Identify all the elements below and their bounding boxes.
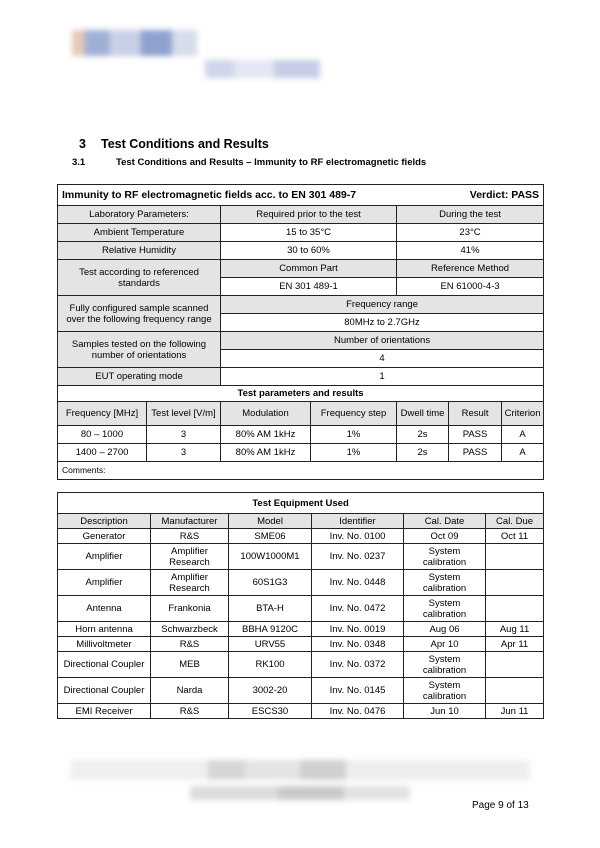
cell-cal-date: Apr 10 <box>404 637 486 652</box>
cell-model: 3002-20 <box>229 678 312 704</box>
cell-cal-due: Oct 11 <box>486 529 544 544</box>
equipment-table <box>57 492 544 719</box>
col-frequency-step: Frequency step <box>311 402 397 426</box>
cell-cal-due <box>486 678 544 704</box>
temp-required: 15 to 35°C <box>221 224 397 242</box>
orientation-label: Samples tested on the following number of orientations <box>58 332 221 368</box>
section-number: 3 <box>79 137 86 151</box>
cell-test-level: 3 <box>147 426 221 444</box>
cell-manufacturer: R&S <box>151 637 229 652</box>
cell-manufacturer: Schwarzbeck <box>151 622 229 637</box>
cell-description: Antenna <box>58 596 151 622</box>
cell-test-level: 3 <box>147 444 221 462</box>
immunity-table <box>57 184 544 480</box>
table-row <box>58 544 544 570</box>
freq-range-value: 80MHz to 2.7GHz <box>221 314 544 332</box>
eut-mode-value: 1 <box>221 368 544 386</box>
table-row <box>58 529 544 544</box>
cell-manufacturer: R&S <box>151 529 229 544</box>
col-manufacturer: Manufacturer <box>151 514 229 529</box>
footer-contact-blurred <box>190 786 410 800</box>
verdict-label: Verdict: PASS <box>449 185 544 206</box>
col-description: Description <box>58 514 151 529</box>
cell-cal-date: System calibration <box>404 678 486 704</box>
table-row <box>58 678 544 704</box>
col-frequency: Frequency [MHz] <box>58 402 147 426</box>
section-heading <box>79 137 269 151</box>
common-part-label: Common Part <box>221 260 397 278</box>
cell-model: URV55 <box>229 637 312 652</box>
cell-result: PASS <box>449 426 502 444</box>
cell-description: Amplifier <box>58 544 151 570</box>
cell-modulation: 80% AM 1kHz <box>221 444 311 462</box>
standards-label: Test according to referenced standards <box>58 260 221 296</box>
cell-cal-date: Jun 10 <box>404 704 486 719</box>
orientation-header: Number of orientations <box>221 332 544 350</box>
cell-manufacturer: MEB <box>151 652 229 678</box>
cell-cal-date: Aug 06 <box>404 622 486 637</box>
results-section-header: Test parameters and results <box>58 386 544 402</box>
cell-identifier: Inv. No. 0019 <box>312 622 404 637</box>
cell-manufacturer: Frankonia <box>151 596 229 622</box>
cell-frequency-step: 1% <box>311 444 397 462</box>
col-dwell-time: Dwell time <box>397 402 449 426</box>
cell-frequency-step: 1% <box>311 426 397 444</box>
col-criterion: Criterion <box>502 402 544 426</box>
comments-field: Comments: <box>58 462 544 480</box>
footer-address-blurred <box>70 760 530 780</box>
cell-criterion: A <box>502 426 544 444</box>
col-modulation: Modulation <box>221 402 311 426</box>
cell-description: Horn antenna <box>58 622 151 637</box>
cell-frequency: 1400 – 2700 <box>58 444 147 462</box>
cell-manufacturer: Amplifier Research <box>151 544 229 570</box>
cell-identifier: Inv. No. 0237 <box>312 544 404 570</box>
table-row <box>58 596 544 622</box>
cell-identifier: Inv. No. 0348 <box>312 637 404 652</box>
humidity-label: Relative Humidity <box>58 242 221 260</box>
cell-manufacturer: Amplifier Research <box>151 570 229 596</box>
col-cal-due: Cal. Due <box>486 514 544 529</box>
table-row <box>58 426 544 444</box>
cell-cal-date: System calibration <box>404 544 486 570</box>
cell-manufacturer: Narda <box>151 678 229 704</box>
cell-model: ESCS30 <box>229 704 312 719</box>
cell-identifier: Inv. No. 0100 <box>312 529 404 544</box>
temp-label: Ambient Temperature <box>58 224 221 242</box>
cell-identifier: Inv. No. 0448 <box>312 570 404 596</box>
cell-result: PASS <box>449 444 502 462</box>
equipment-table-title: Test Equipment Used <box>58 493 544 514</box>
cell-cal-due: Apr 11 <box>486 637 544 652</box>
cell-dwell-time: 2s <box>397 444 449 462</box>
freq-scan-label: Fully configured sample scanned over the following frequency range <box>58 296 221 332</box>
col-identifier: Identifier <box>312 514 404 529</box>
cell-description: Millivoltmeter <box>58 637 151 652</box>
company-logo-blurred <box>72 30 197 56</box>
table-row <box>58 652 544 678</box>
section-title: Test Conditions and Results <box>101 137 269 151</box>
cell-model: BTA-H <box>229 596 312 622</box>
cell-criterion: A <box>502 444 544 462</box>
cell-cal-due: Jun 11 <box>486 704 544 719</box>
freq-range-label: Frequency range <box>221 296 544 314</box>
cell-identifier: Inv. No. 0472 <box>312 596 404 622</box>
col-result: Result <box>449 402 502 426</box>
cell-model: SME06 <box>229 529 312 544</box>
humidity-required: 30 to 60% <box>221 242 397 260</box>
required-label: Required prior to the test <box>221 206 397 224</box>
reference-method-value: EN 61000-4-3 <box>397 278 544 296</box>
cell-cal-date: System calibration <box>404 570 486 596</box>
cell-model: 100W1000M1 <box>229 544 312 570</box>
cell-model: 60S1G3 <box>229 570 312 596</box>
cell-manufacturer: R&S <box>151 704 229 719</box>
cell-description: Directional Coupler <box>58 652 151 678</box>
cell-description: EMI Receiver <box>58 704 151 719</box>
table-row <box>58 704 544 719</box>
subsection-number: 3.1 <box>72 157 86 168</box>
cell-cal-due <box>486 596 544 622</box>
reference-method-label: Reference Method <box>397 260 544 278</box>
cell-cal-due <box>486 544 544 570</box>
cell-cal-due <box>486 570 544 596</box>
temp-during: 23°C <box>397 224 544 242</box>
cell-description: Directional Coupler <box>58 678 151 704</box>
col-model: Model <box>229 514 312 529</box>
lab-params-label: Laboratory Parameters: <box>58 206 221 224</box>
during-label: During the test <box>397 206 544 224</box>
subsection-title: Test Conditions and Results – Immunity to RF electromagnetic fields <box>116 157 427 168</box>
cell-description: Generator <box>58 529 151 544</box>
company-subtitle-blurred <box>205 60 320 78</box>
common-part-value: EN 301 489-1 <box>221 278 397 296</box>
cell-model: BBHA 9120C <box>229 622 312 637</box>
subsection-heading <box>72 157 426 168</box>
cell-description: Amplifier <box>58 570 151 596</box>
cell-cal-due <box>486 652 544 678</box>
page-number: Page 9 of 13 <box>472 800 529 811</box>
cell-model: RK100 <box>229 652 312 678</box>
cell-identifier: Inv. No. 0476 <box>312 704 404 719</box>
cell-frequency: 80 – 1000 <box>58 426 147 444</box>
table-row <box>58 444 544 462</box>
immunity-table-title: Immunity to RF electromagnetic fields acc. to EN 301 489-7 <box>58 185 449 206</box>
cell-modulation: 80% AM 1kHz <box>221 426 311 444</box>
cell-cal-date: System calibration <box>404 596 486 622</box>
cell-identifier: Inv. No. 0372 <box>312 652 404 678</box>
cell-cal-due: Aug 11 <box>486 622 544 637</box>
orientation-value: 4 <box>221 350 544 368</box>
cell-cal-date: Oct 09 <box>404 529 486 544</box>
cell-identifier: Inv. No. 0145 <box>312 678 404 704</box>
cell-cal-date: System calibration <box>404 652 486 678</box>
table-row <box>58 622 544 637</box>
humidity-during: 41% <box>397 242 544 260</box>
cell-dwell-time: 2s <box>397 426 449 444</box>
table-row <box>58 570 544 596</box>
col-cal-date: Cal. Date <box>404 514 486 529</box>
table-row <box>58 637 544 652</box>
eut-mode-label: EUT operating mode <box>58 368 221 386</box>
col-test-level: Test level [V/m] <box>147 402 221 426</box>
